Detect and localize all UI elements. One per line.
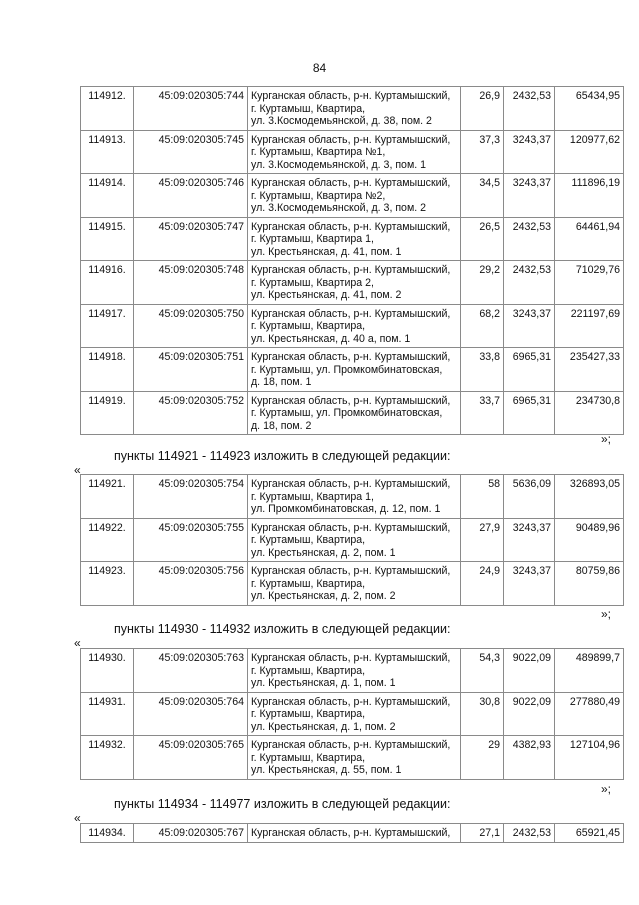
address-cell (248, 304, 461, 348)
item-number-cell: 114932. (81, 736, 134, 780)
address-line: ул. Крестьянская, д. 40 а, пом. 1 (251, 332, 411, 345)
cadastral-value-cell: 65434,95 (555, 87, 624, 131)
address-line: д. 18, пом. 2 (251, 419, 312, 432)
address-line: Курганская область, р-н. Куртамышский, (251, 264, 451, 276)
address-line: г. Куртамыш, Квартира 2, (251, 276, 374, 289)
item-number-cell: 114919. (81, 391, 134, 435)
cadastral-number-cell: 45:09:020305:763 (134, 649, 248, 693)
amendment-instruction: пункты 114930 - 114932 изложить в следующей редакции: (114, 622, 451, 636)
address-line: г. Куртамыш, Квартира, (251, 708, 366, 720)
table-row (81, 87, 624, 131)
rate-cell: 9022,09 (504, 692, 555, 736)
address-cell (248, 692, 461, 736)
address-line: Курганская область, р-н. Куртамышский, (251, 652, 451, 664)
address-line: Курганская область, р-н. Куртамышский, (251, 177, 451, 189)
cadastral-value-cell: 489899,7 (555, 649, 624, 693)
registry-table (80, 86, 624, 435)
area-cell: 26,9 (461, 87, 504, 131)
item-number-cell: 114916. (81, 261, 134, 305)
address-cell (248, 261, 461, 305)
address-line: ул. Промкомбинатовская, д. 12, пом. 1 (251, 503, 441, 515)
amendment-instruction: пункты 114921 - 114923 изложить в следующей редакции: (114, 449, 451, 463)
address-line: ул. 3.Космодемьянской, д. 3, пом. 2 (251, 202, 427, 214)
cadastral-number-cell: 45:09:020305:754 (134, 475, 248, 519)
cadastral-number-cell: 45:09:020305:756 (134, 562, 248, 606)
table-row (81, 130, 624, 174)
cadastral-number-cell: 45:09:020305:767 (134, 824, 248, 843)
cadastral-value-cell: 326893,05 (555, 475, 624, 519)
address-line: г. Куртамыш, Квартира 1, (251, 490, 374, 503)
cadastral-value-cell: 64461,94 (555, 217, 624, 261)
rate-cell: 4382,93 (504, 736, 555, 780)
table-row (81, 174, 624, 218)
cadastral-value-cell: 235427,33 (555, 348, 624, 392)
closing-quote: »; (600, 607, 611, 621)
table-row (81, 217, 624, 261)
cadastral-number-cell: 45:09:020305:765 (134, 736, 248, 780)
table-row (81, 518, 624, 562)
item-number-cell: 114913. (81, 130, 134, 174)
address-cell (248, 518, 461, 562)
area-cell: 29 (461, 736, 504, 780)
item-number-cell: 114912. (81, 87, 134, 131)
area-cell: 68,2 (461, 304, 504, 348)
address-line: ул. 3.Космодемьянской, д. 38, пом. 2 (251, 115, 432, 127)
cadastral-value-cell: 71029,76 (555, 261, 624, 305)
table-row (81, 824, 624, 843)
cadastral-number-cell: 45:09:020305:748 (134, 261, 248, 305)
cadastral-value-cell: 80759,86 (555, 562, 624, 606)
rate-cell: 2432,53 (504, 87, 555, 131)
rate-cell: 9022,09 (504, 649, 555, 693)
address-line: Курганская область, р-н. Куртамышский, (251, 827, 451, 839)
address-line: Курганская область, р-н. Куртамышский, (251, 394, 451, 407)
table-row (81, 304, 624, 348)
address-line: ул. Крестьянская, д. 1, пом. 2 (251, 720, 396, 733)
registry-table (80, 823, 624, 843)
cadastral-value-cell: 127104,96 (555, 736, 624, 780)
address-line: Курганская область, р-н. Куртамышский, (251, 478, 451, 490)
area-cell: 30,8 (461, 692, 504, 736)
rate-cell: 6965,31 (504, 348, 555, 392)
table-row (81, 475, 624, 519)
address-line: г. Куртамыш, Квартира, (251, 534, 366, 546)
address-cell (248, 824, 461, 843)
address-line: г. Куртамыш, Квартира №1, (251, 146, 386, 158)
area-cell: 33,7 (461, 391, 504, 435)
address-cell (248, 87, 461, 131)
address-line: ул. Крестьянская, д. 2, пом. 2 (251, 590, 396, 602)
opening-quote: « (74, 463, 81, 477)
item-number-cell: 114918. (81, 348, 134, 392)
cadastral-value-cell: 120977,62 (555, 130, 624, 174)
table-row (81, 736, 624, 780)
opening-quote: « (74, 636, 81, 650)
address-line: Курганская область, р-н. Куртамышский, (251, 351, 451, 363)
cadastral-value-cell: 90489,96 (555, 518, 624, 562)
closing-quote: »; (600, 782, 611, 796)
address-line: Курганская область, р-н. Куртамышский, (251, 565, 451, 577)
rate-cell: 2432,53 (504, 261, 555, 305)
address-cell (248, 174, 461, 218)
address-line: Курганская область, р-н. Куртамышский, (251, 90, 451, 102)
address-line: Курганская область, р-н. Куртамышский, (251, 739, 451, 751)
rate-cell: 3243,37 (504, 304, 555, 348)
address-line: г. Куртамыш, ул. Промкомбинатовская, (251, 407, 443, 419)
registry-table (80, 474, 624, 606)
cadastral-value-cell: 234730,8 (555, 391, 624, 435)
table-row (81, 692, 624, 736)
area-cell: 29,2 (461, 261, 504, 305)
item-number-cell: 114930. (81, 649, 134, 693)
area-cell: 27,9 (461, 518, 504, 562)
address-line: ул. Крестьянская, д. 41, пом. 2 (251, 289, 402, 301)
rate-cell: 3243,37 (504, 174, 555, 218)
address-line: г. Куртамыш, Квартира №2, (251, 189, 386, 202)
address-line: Курганская область, р-н. Куртамышский, (251, 521, 451, 534)
area-cell: 24,9 (461, 562, 504, 606)
page-number: 84 (312, 61, 327, 75)
cadastral-value-cell: 221197,69 (555, 304, 624, 348)
address-cell (248, 130, 461, 174)
item-number-cell: 114922. (81, 518, 134, 562)
cadastral-number-cell: 45:09:020305:745 (134, 130, 248, 174)
rate-cell: 3243,37 (504, 518, 555, 562)
area-cell: 34,5 (461, 174, 504, 218)
cadastral-value-cell: 65921,45 (555, 824, 624, 843)
address-line: Курганская область, р-н. Куртамышский, (251, 307, 451, 320)
address-line: Курганская область, р-н. Куртамышский, (251, 695, 451, 708)
table-row (81, 562, 624, 606)
table-row (81, 348, 624, 392)
area-cell: 27,1 (461, 824, 504, 843)
address-line: ул. Крестьянская, д. 2, пом. 1 (251, 546, 396, 559)
cadastral-value-cell: 277880,49 (555, 692, 624, 736)
cadastral-number-cell: 45:09:020305:764 (134, 692, 248, 736)
address-line: г. Куртамыш, Квартира, (251, 102, 366, 115)
rate-cell: 2432,53 (504, 824, 555, 843)
item-number-cell: 114921. (81, 475, 134, 519)
address-line: г. Куртамыш, ул. Промкомбинатовская, (251, 363, 443, 376)
cadastral-value-cell: 111896,19 (555, 174, 624, 218)
cadastral-number-cell: 45:09:020305:746 (134, 174, 248, 218)
address-line: ул. Крестьянская, д. 1, пом. 1 (251, 677, 396, 689)
address-cell (248, 475, 461, 519)
opening-quote: « (74, 811, 81, 825)
table-row (81, 391, 624, 435)
area-cell: 26,5 (461, 217, 504, 261)
closing-quote: »; (600, 432, 611, 446)
rate-cell: 3243,37 (504, 562, 555, 606)
address-line: Курганская область, р-н. Куртамышский, (251, 133, 451, 146)
registry-table (80, 648, 624, 780)
cadastral-number-cell: 45:09:020305:755 (134, 518, 248, 562)
item-number-cell: 114931. (81, 692, 134, 736)
address-line: ул. Крестьянская, д. 55, пом. 1 (251, 764, 402, 776)
cadastral-number-cell: 45:09:020305:744 (134, 87, 248, 131)
item-number-cell: 114915. (81, 217, 134, 261)
address-cell (248, 562, 461, 606)
amendment-instruction: пункты 114934 - 114977 изложить в следующей редакции: (114, 797, 451, 811)
area-cell: 58 (461, 475, 504, 519)
address-line: г. Куртамыш, Квартира, (251, 664, 366, 677)
address-cell (248, 736, 461, 780)
address-line: Курганская область, р-н. Куртамышский, (251, 220, 451, 233)
item-number-cell: 114934. (81, 824, 134, 843)
address-line: г. Куртамыш, Квартира, (251, 751, 366, 764)
item-number-cell: 114923. (81, 562, 134, 606)
cadastral-number-cell: 45:09:020305:750 (134, 304, 248, 348)
address-cell (248, 348, 461, 392)
address-cell (248, 217, 461, 261)
item-number-cell: 114914. (81, 174, 134, 218)
address-line: ул. 3.Космодемьянской, д. 3, пом. 1 (251, 158, 427, 171)
address-line: ул. Крестьянская, д. 41, пом. 1 (251, 245, 402, 258)
address-line: г. Куртамыш, Квартира, (251, 577, 366, 590)
address-cell (248, 649, 461, 693)
address-line: д. 18, пом. 1 (251, 376, 312, 388)
area-cell: 37,3 (461, 130, 504, 174)
rate-cell: 3243,37 (504, 130, 555, 174)
table-row (81, 649, 624, 693)
address-cell (248, 391, 461, 435)
area-cell: 33,8 (461, 348, 504, 392)
rate-cell: 5636,09 (504, 475, 555, 519)
rate-cell: 6965,31 (504, 391, 555, 435)
address-line: г. Куртамыш, Квартира 1, (251, 233, 374, 245)
cadastral-number-cell: 45:09:020305:751 (134, 348, 248, 392)
area-cell: 54,3 (461, 649, 504, 693)
cadastral-number-cell: 45:09:020305:752 (134, 391, 248, 435)
rate-cell: 2432,53 (504, 217, 555, 261)
table-row (81, 261, 624, 305)
item-number-cell: 114917. (81, 304, 134, 348)
address-line: г. Куртамыш, Квартира, (251, 320, 366, 332)
cadastral-number-cell: 45:09:020305:747 (134, 217, 248, 261)
